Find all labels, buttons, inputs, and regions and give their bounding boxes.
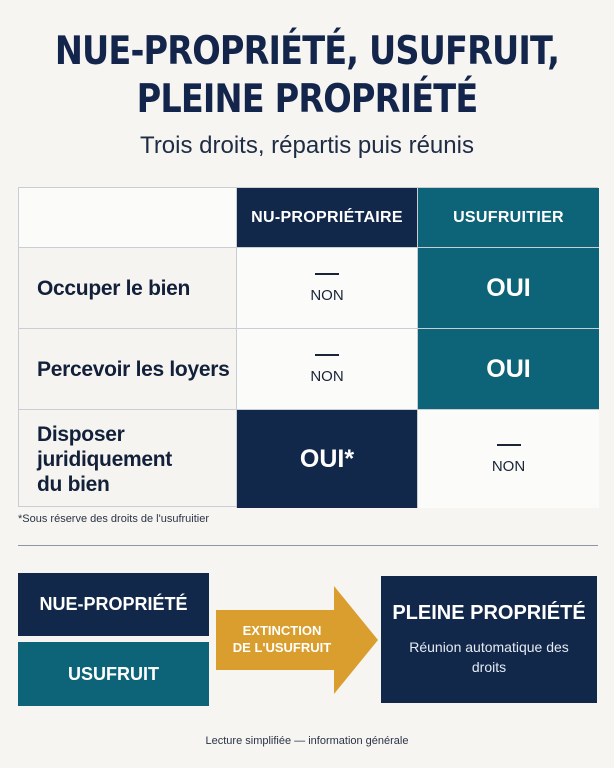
table-corner-cell bbox=[19, 188, 237, 248]
non-label: NON bbox=[310, 367, 344, 385]
header-nu-proprietaire bbox=[237, 188, 418, 248]
cell-us-occuper bbox=[418, 248, 599, 329]
table-footnote: *Sous réserve des droits de l'usufruitier bbox=[18, 513, 210, 525]
non-label: NON bbox=[310, 286, 344, 304]
pleine-propriete-subtitle: Réunion automatique des droits bbox=[409, 639, 569, 675]
oui-label: OUI bbox=[486, 354, 531, 383]
dash-icon bbox=[497, 444, 521, 446]
section-divider bbox=[18, 545, 598, 546]
dash-icon bbox=[315, 273, 339, 275]
non-label: NON bbox=[491, 457, 526, 475]
oui-label: OUI bbox=[486, 273, 531, 302]
cell-us-disposer bbox=[418, 410, 599, 508]
header-nu-proprietaire-label: NU-PROPRIÉTAIRE bbox=[251, 208, 403, 226]
cell-us-loyers bbox=[418, 329, 599, 410]
usufruit-box bbox=[18, 642, 209, 706]
cell-nu-disposer bbox=[237, 410, 418, 508]
dash-icon bbox=[315, 354, 339, 356]
title-line-1: NUE-PROPRIÉTÉ, USUFRUIT, bbox=[54, 29, 560, 74]
usufruit-label: USUFRUIT bbox=[68, 663, 159, 684]
title-line-2: PLEINE PROPRIÉTÉ bbox=[136, 77, 478, 122]
header-usufruitier-label: USUFRUITIER bbox=[453, 208, 564, 226]
row-label-cell bbox=[19, 248, 237, 329]
non-value bbox=[310, 354, 343, 385]
cell-nu-loyers bbox=[237, 329, 418, 410]
oui-label: OUI* bbox=[299, 444, 355, 473]
nue-propriete-label: NUE-PROPRIÉTÉ bbox=[39, 594, 188, 614]
extinction-label bbox=[222, 622, 342, 656]
header-usufruitier bbox=[418, 188, 599, 248]
cell-nu-occuper bbox=[237, 248, 418, 329]
row-label: Occuper le bien bbox=[37, 276, 191, 300]
row-label-cell bbox=[19, 329, 237, 410]
page-title bbox=[43, 28, 571, 124]
row-label: Percevoir les loyers bbox=[37, 357, 230, 381]
footer-note: Lecture simplifiée — information générale bbox=[205, 735, 409, 747]
pleine-propriete-title: PLEINE PROPRIÉTÉ bbox=[392, 602, 586, 624]
rights-table bbox=[18, 187, 598, 507]
page-subtitle: Trois droits, répartis puis réunis bbox=[140, 132, 474, 159]
row-label: Disposer juridiquement du bien bbox=[37, 422, 172, 496]
non-value bbox=[492, 444, 525, 475]
row-label-cell bbox=[19, 410, 237, 508]
extinction-line-2: DE L'USUFRUIT bbox=[232, 640, 332, 655]
extinction-line-1: EXTINCTION bbox=[242, 623, 322, 638]
non-value bbox=[310, 273, 343, 304]
nue-propriete-box bbox=[18, 573, 209, 636]
pleine-propriete-box bbox=[381, 576, 597, 703]
